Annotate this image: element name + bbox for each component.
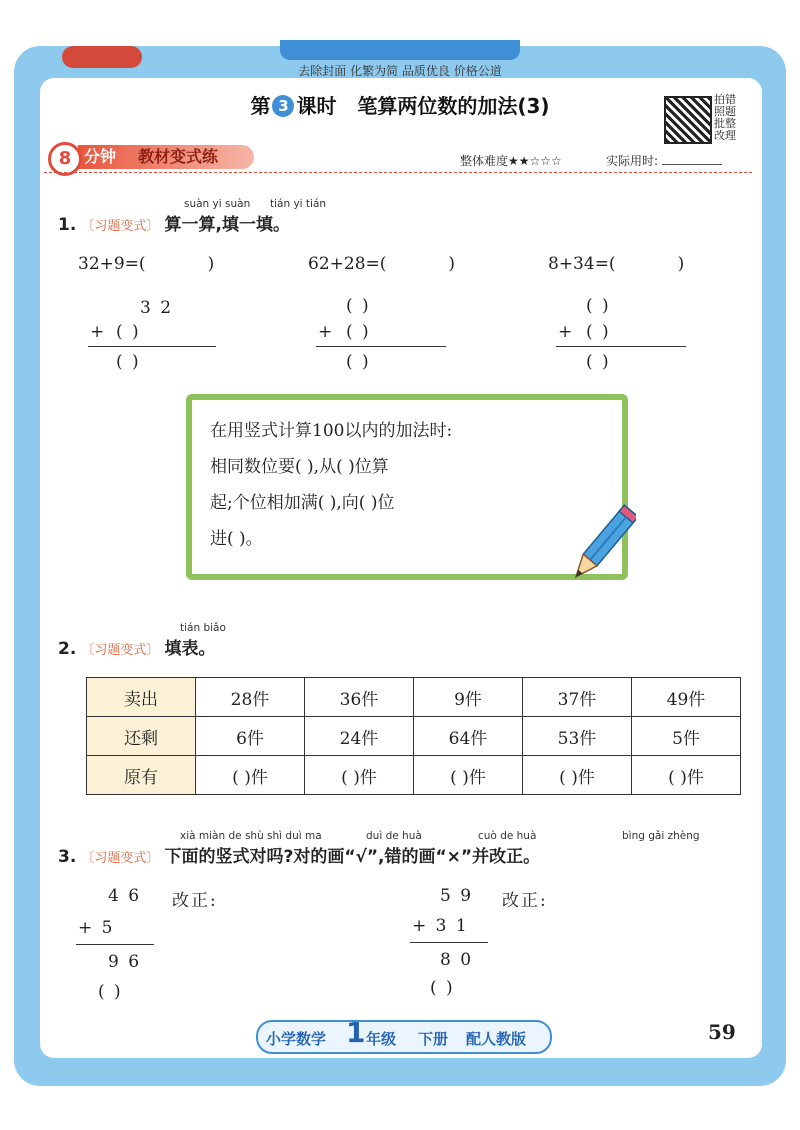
expression-close: ) — [677, 254, 685, 274]
pinyin: xià miàn de shù shì duì ma — [180, 830, 322, 842]
answer-blank[interactable]: ( ) — [346, 296, 371, 316]
column-plus: + — [558, 322, 575, 342]
lesson-prefix: 第 — [250, 94, 271, 118]
row-header: 原有 — [87, 756, 196, 795]
rule-line[interactable]: 进( )。 — [210, 529, 263, 549]
lesson-number: 3 — [272, 95, 294, 117]
question-number: 1. — [58, 215, 77, 235]
table-cell: 24件 — [305, 717, 414, 756]
sum-line — [410, 942, 488, 943]
badge-unit: 分钟 — [84, 147, 117, 166]
table-cell: 64件 — [414, 717, 523, 756]
time-label — [606, 152, 722, 169]
rule-line[interactable]: 相同数位要( ),从( )位算 — [210, 457, 389, 477]
expression-text: 8+34=( — [548, 254, 616, 274]
sum-line — [76, 944, 154, 945]
table-cell: 6件 — [196, 717, 305, 756]
header-divider — [44, 172, 752, 173]
top-logo — [62, 46, 142, 68]
time-label-text: 实际用时: — [606, 154, 659, 168]
column-top: 4 6 — [108, 886, 142, 906]
page-title — [180, 90, 620, 120]
expression-text: 32+9=( — [78, 254, 146, 274]
expression-close: ) — [207, 254, 215, 274]
answer-blank[interactable]: ( ) — [116, 322, 141, 342]
answer-cell[interactable]: ( )件 — [414, 756, 523, 795]
expression-close: ) — [448, 254, 456, 274]
pinyin: suàn yi suàn — [184, 198, 251, 210]
footer-grade: 年级 — [366, 1030, 397, 1048]
question-tag: 〔习题变式〕 — [81, 851, 160, 866]
answer-blank[interactable]: ( ) — [346, 322, 371, 342]
footer-term: 下册 — [418, 1030, 449, 1048]
footer-subject: 小学数学 — [266, 1030, 327, 1048]
question-tag: 〔习题变式〕 — [81, 643, 160, 658]
question-number: 2. — [58, 639, 77, 659]
column-plus: + — [90, 322, 107, 342]
qr-note-line: 照题 — [714, 105, 736, 118]
table-row — [87, 717, 741, 756]
top-banner — [280, 40, 520, 60]
answer-cell[interactable]: ( )件 — [632, 756, 741, 795]
table-cell: 37件 — [523, 678, 632, 717]
column-plus: + — [318, 322, 335, 342]
column-addend: + 5 — [78, 918, 115, 938]
row-header: 卖出 — [87, 678, 196, 717]
lesson-title: 笔算两位数的加法(3) — [357, 94, 550, 118]
answer-blank[interactable]: ( ) — [346, 352, 371, 372]
column-top: 3 2 — [140, 298, 174, 318]
lesson-suffix: 课时 — [296, 94, 337, 118]
qr-note — [714, 94, 750, 142]
answer-blank[interactable]: ( ) — [116, 352, 141, 372]
answer-cell[interactable]: ( )件 — [523, 756, 632, 795]
table-cell: 53件 — [523, 717, 632, 756]
question-2-heading — [58, 634, 216, 659]
rule-line: 在用竖式计算100以内的加法时: — [210, 421, 453, 441]
pinyin: bìng gǎi zhèng — [622, 830, 700, 842]
question-tag: 〔习题变式〕 — [81, 219, 160, 234]
rule-line[interactable]: 起;个位相加满( ),向( )位 — [210, 493, 395, 513]
badge-label: 教材变式练 — [138, 147, 219, 166]
column-result: 9 6 — [108, 952, 142, 972]
page-number: 59 — [708, 1020, 736, 1044]
question-number: 3. — [58, 847, 77, 867]
question-text: 算一算,填一填。 — [164, 215, 290, 235]
pinyin: duì de huà — [366, 830, 422, 842]
question-text: 填表。 — [164, 639, 216, 659]
row-header: 还剩 — [87, 717, 196, 756]
sum-line — [88, 346, 216, 347]
table-cell: 28件 — [196, 678, 305, 717]
sum-line — [556, 346, 686, 347]
pencil-icon — [566, 500, 636, 594]
expression-1 — [78, 254, 214, 274]
judge-blank[interactable]: ( ) — [430, 978, 455, 998]
answer-cell[interactable]: ( )件 — [305, 756, 414, 795]
table-cell: 49件 — [632, 678, 741, 717]
qr-note-line: 拍错 — [714, 93, 736, 106]
answer-blank[interactable]: ( ) — [586, 322, 611, 342]
fix-label: 改正: — [172, 891, 218, 911]
table-row — [87, 756, 741, 795]
difficulty-rating: 整体难度★★☆☆☆ — [460, 154, 562, 168]
column-top: 5 9 — [440, 886, 474, 906]
table-row — [87, 678, 741, 717]
qr-note-line: 批整 — [714, 117, 736, 130]
qr-note-line: 改理 — [714, 129, 736, 142]
footer-edition: 配人教版 — [466, 1030, 527, 1048]
column-result: 8 0 — [440, 950, 474, 970]
tagline: 去除封面 化繁为简 品质优良 价格公道 — [298, 64, 502, 78]
table-cell: 9件 — [414, 678, 523, 717]
fill-table — [86, 677, 741, 795]
answer-blank[interactable]: ( ) — [586, 352, 611, 372]
pinyin: tián yi tián — [270, 198, 327, 210]
column-addend: + 3 1 — [412, 916, 469, 936]
question-text: 下面的竖式对吗?对的画“√”,错的画“×”并改正。 — [164, 847, 541, 867]
table-cell: 36件 — [305, 678, 414, 717]
badge-minutes: 8 — [48, 142, 82, 176]
footer-grade-number: 1 — [346, 1016, 366, 1049]
question-1-heading — [58, 210, 290, 235]
expression-3 — [548, 254, 684, 274]
fix-label: 改正: — [502, 891, 548, 911]
sum-line — [316, 346, 446, 347]
table-cell: 5件 — [632, 717, 741, 756]
answer-cell[interactable]: ( )件 — [196, 756, 305, 795]
answer-blank[interactable]: ( ) — [586, 296, 611, 316]
judge-blank[interactable]: ( ) — [98, 982, 123, 1002]
question-3-heading — [58, 842, 540, 867]
pinyin: cuò de huà — [478, 830, 537, 842]
qr-code-icon[interactable] — [664, 96, 712, 144]
expression-text: 62+28=( — [308, 254, 387, 274]
pinyin: tián biǎo — [180, 622, 226, 634]
expression-2 — [308, 254, 455, 274]
